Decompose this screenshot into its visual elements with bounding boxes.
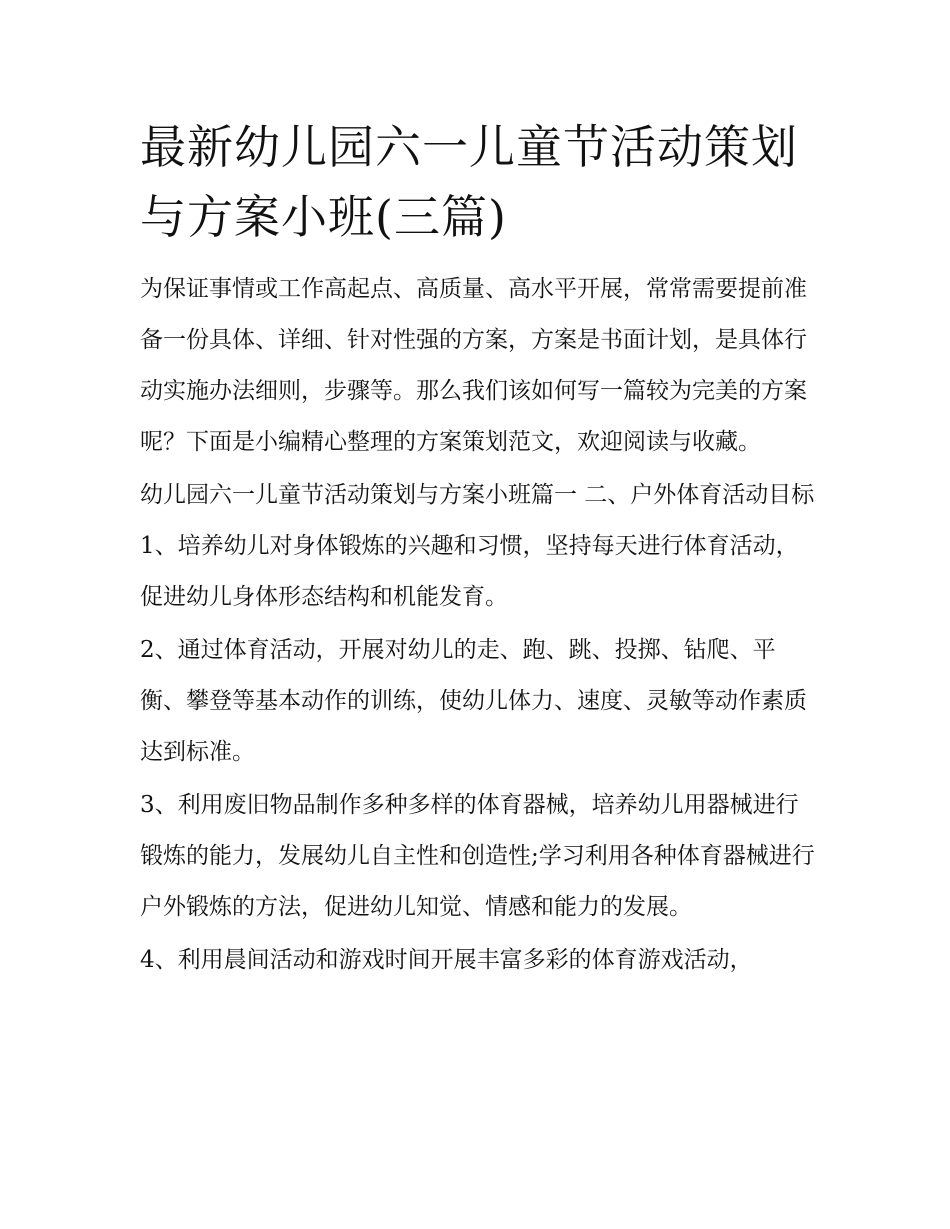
document-page <box>140 112 820 986</box>
paragraph-item-3: 3、利用废旧物品制作多种多样的体育器械，培养幼儿用器械进行锻炼的能力，发展幼儿自主性和创造性;学习利用各种体育器械进行户外锻炼的方法，促进幼儿知觉、情感和能力的发展。 <box>140 792 815 920</box>
paragraph-section-one: 幼儿园六一儿童节活动策划与方案小班篇一 二、户外体育活动目标 1、培养幼儿对身体锻炼的兴趣和习惯，坚持每天进行体育活动，促进幼儿身体形态结构和机能发育。 <box>140 482 815 610</box>
paragraph-item-2: 2、通过体育活动，开展对幼儿的走、跑、跳、投掷、钻爬、平衡、攀登等基本动作的训练，使幼儿体力、速度、灵敏等动作素质达到标准。 <box>140 637 807 765</box>
paragraph-intro: 为保证事情或工作高起点、高质量、高水平开展，常常需要提前准备一份具体、详细、针对性强的方案，方案是书面计划，是具体行动实施办法细则，步骤等。那么我们该如何写一篇较为完美的方案呢？下面是小编精心整理的方案策划范文，欢迎阅读与收藏。 <box>140 276 807 455</box>
document-title: 最新幼儿园六一儿童节活动策划与方案小班(三篇) <box>140 120 798 244</box>
paragraph-item-4: 4、利用晨间活动和游戏时间开展丰富多彩的体育游戏活动， <box>140 947 753 973</box>
